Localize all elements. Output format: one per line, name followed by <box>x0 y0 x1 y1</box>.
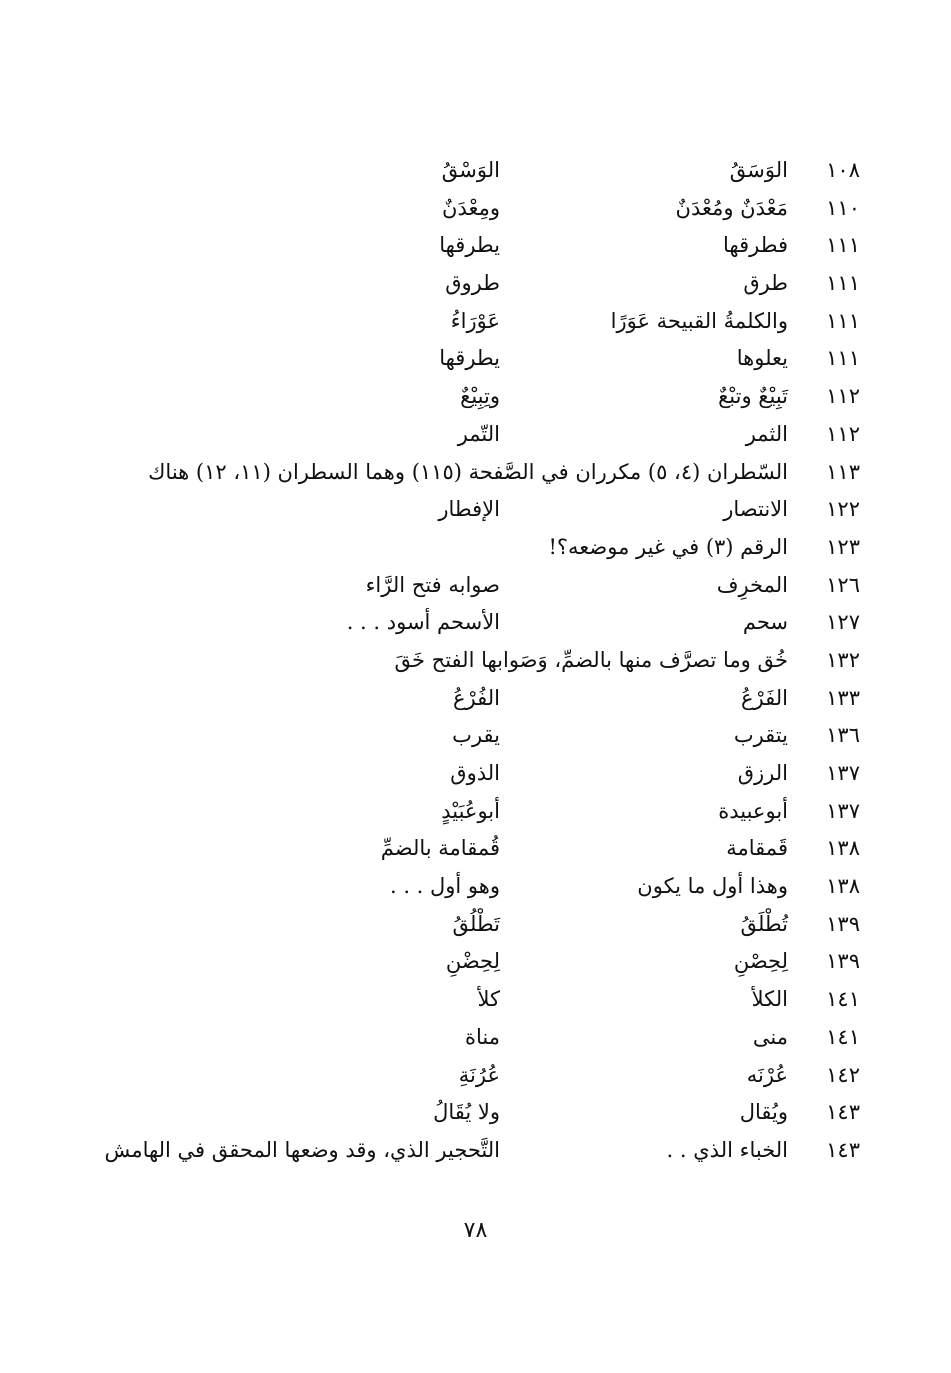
corrected-text: الوَسْقُ <box>441 158 500 182</box>
page-ref-number: ١١١ <box>826 308 860 333</box>
errata-row <box>60 529 860 567</box>
errata-note: خُق وما تصرَّف منها بالضمِّ، وَصَوابها الفتح خَقَ <box>394 647 788 672</box>
corrected-text: يقرب <box>452 723 500 748</box>
errata-row <box>60 943 860 981</box>
corrected-text: مناة <box>465 1024 500 1049</box>
erroneous-text: الكلأ <box>751 987 788 1012</box>
erroneous-text: الفَرْعُ <box>741 685 788 710</box>
corrected-text: وهو أول . . . <box>389 874 500 899</box>
corrected-text: كلأ <box>477 987 500 1012</box>
corrected-text: طروق <box>445 271 500 296</box>
page-ref-number: ١٤١ <box>826 1024 860 1049</box>
page-ref-number: ١٣٢ <box>826 647 860 672</box>
erroneous-text: طرق <box>743 271 788 296</box>
page-ref-number: ١٣٣ <box>826 685 860 710</box>
corrected-text: ومِعْدَنٌ <box>442 195 500 220</box>
erroneous-text: منى <box>752 1024 788 1049</box>
errata-row <box>60 227 860 265</box>
errata-row <box>60 491 860 529</box>
page-ref-number: ١٣٧ <box>826 761 860 785</box>
page-ref-number: ١١١ <box>826 233 860 258</box>
page-ref-number: ١٣٨ <box>826 874 860 899</box>
errata-row <box>60 830 860 868</box>
corrected-text: الفُرْعُ <box>453 685 500 710</box>
erroneous-text: الثمر <box>745 421 788 446</box>
corrected-text: التّمر <box>457 421 500 446</box>
erroneous-text: قَمقامة <box>726 836 788 861</box>
erroneous-text: الرزق <box>737 761 788 785</box>
erroneous-text: يعلوها <box>736 346 788 371</box>
errata-row <box>60 378 860 416</box>
erroneous-text: لِحِصْنِ <box>733 949 788 974</box>
corrected-text: عُرُنَةِ <box>458 1062 500 1087</box>
page-ref-number: ١٣٩ <box>826 911 860 936</box>
erroneous-text: تَبِيْعٌ وتبْعٌ <box>718 384 788 409</box>
errata-row <box>60 454 860 492</box>
corrected-text: قُمقامة بالضمِّ <box>380 836 500 861</box>
corrected-text: عَوْرَاءُ <box>450 308 500 333</box>
page-ref-number: ١٣٨ <box>826 836 860 861</box>
errata-row <box>60 793 860 831</box>
errata-row <box>60 340 860 378</box>
erroneous-text: فطرقها <box>723 233 788 258</box>
page-ref-number: ١٤٣ <box>826 1100 860 1125</box>
errata-row <box>60 190 860 228</box>
page-ref-number: ١٤١ <box>826 987 860 1012</box>
erroneous-text: أبوعبيدة <box>718 798 788 823</box>
page-ref-number: ١١٠ <box>826 195 860 220</box>
errata-row <box>60 1019 860 1057</box>
errata-row <box>60 981 860 1019</box>
page-ref-number: ١٠٨ <box>826 158 860 182</box>
erroneous-text: المخرِف <box>716 572 788 597</box>
corrected-text: الذوق <box>450 761 500 785</box>
erroneous-text: تُطْلَقُ <box>740 911 788 936</box>
corrected-text: التَّحجير الذي، وقد وضعها المحقق في الهامش <box>104 1137 500 1162</box>
corrected-text: أبوعُبَيْدٍ <box>441 798 500 823</box>
erroneous-text: سحم <box>742 610 788 635</box>
errata-row <box>60 416 860 454</box>
erroneous-text: وهذا أول ما يكون <box>637 874 788 899</box>
corrected-text: يطرقها <box>439 233 500 258</box>
errata-row <box>60 755 860 793</box>
corrected-text: يطرقها <box>439 346 500 371</box>
errata-row <box>60 680 860 718</box>
erroneous-text: ويُقال <box>739 1100 788 1125</box>
page-ref-number: ١١١ <box>826 346 860 371</box>
errata-row <box>60 152 860 190</box>
page-ref-number: ١٢٦ <box>826 572 860 597</box>
page-ref-number: ١١٣ <box>826 459 860 484</box>
page-ref-number: ١٢٧ <box>826 610 860 635</box>
page-ref-number: ١١٢ <box>826 421 860 446</box>
corrected-text: الإفطار <box>438 497 500 522</box>
page-ref-number: ١١٢ <box>826 384 860 409</box>
erroneous-text: الخباء الذي . . <box>666 1137 788 1162</box>
page-ref-number: ١٤٣ <box>826 1137 860 1162</box>
errata-note: السّطران (٤، ٥) مكرران في الصَّفحة (١١٥) وهما السطران (١١، ١٢) هناك <box>148 459 788 484</box>
page-ref-number: ١٤٢ <box>826 1062 860 1087</box>
errata-row <box>60 567 860 605</box>
erroneous-text: الوَسَقُ <box>729 158 788 182</box>
page-ref-number: ١٣٧ <box>826 798 860 823</box>
page-number: ٧٨ <box>463 1218 488 1243</box>
corrected-text: صوابه فتح الرَّاء <box>365 572 500 597</box>
page-ref-number: ١٣٩ <box>826 949 860 974</box>
errata-row <box>60 1057 860 1095</box>
errata-row <box>60 1094 860 1132</box>
errata-row <box>60 303 860 341</box>
corrected-text: وتِبِيْعٌ <box>460 384 500 409</box>
errata-row <box>60 906 860 944</box>
errata-row <box>60 265 860 303</box>
erroneous-text: يتقرب <box>733 723 788 748</box>
errata-row <box>60 604 860 642</box>
errata-note: الرقم (٣) في غير موضعه؟! <box>548 534 788 559</box>
errata-row <box>60 717 860 755</box>
page-ref-number: ١١١ <box>826 271 860 296</box>
erroneous-text: الانتصار <box>723 497 788 522</box>
errata-row <box>60 1132 860 1170</box>
corrected-text: لِحِضْنِ <box>445 949 500 974</box>
errata-row <box>60 868 860 906</box>
page-ref-number: ١٢٢ <box>826 497 860 522</box>
errata-row <box>60 642 860 680</box>
erroneous-text: مَعْدَنٌ ومُعْدَنٌ <box>675 195 788 220</box>
erroneous-text: والكلمةُ القبيحة عَوَرًا <box>610 308 788 333</box>
corrected-text: ولا يُقَالُ <box>433 1100 500 1125</box>
corrected-text: تَطْلُقُ <box>452 911 500 936</box>
page-ref-number: ١٣٦ <box>826 723 860 748</box>
erroneous-text: عُرْنَه <box>746 1062 788 1087</box>
corrected-text: الأسحم أسود . . . <box>346 610 500 635</box>
errata-table <box>60 152 860 1170</box>
page-ref-number: ١٢٣ <box>826 534 860 559</box>
